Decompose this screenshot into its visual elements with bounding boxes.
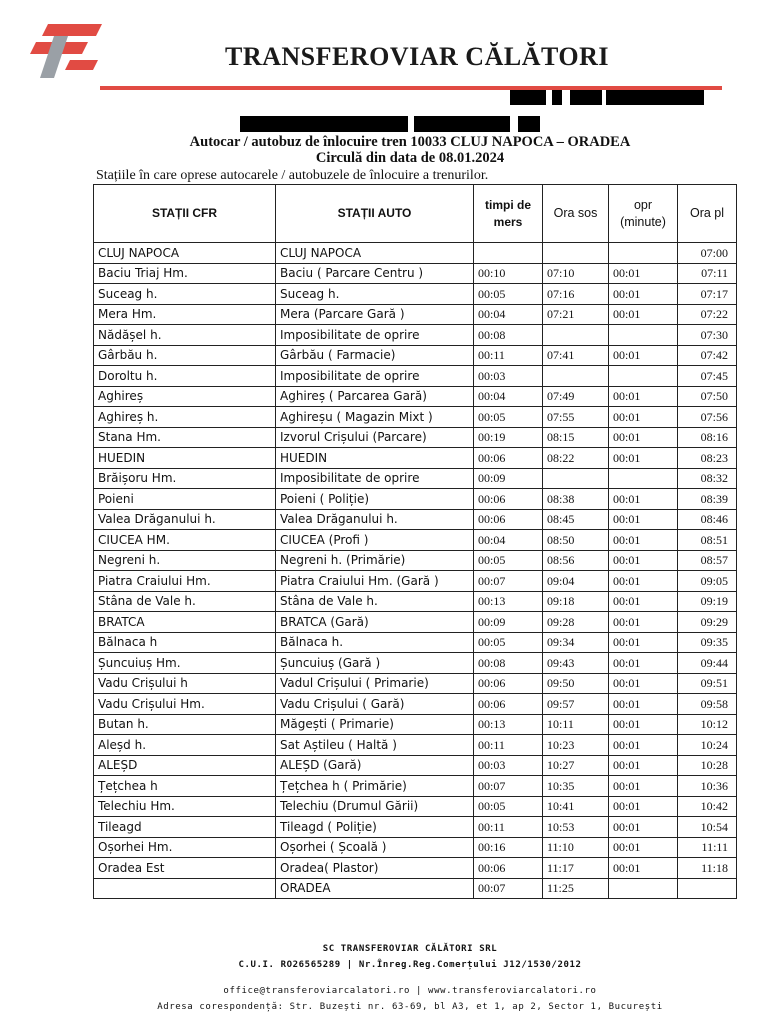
departure-time-cell: 10:54 <box>678 817 737 838</box>
table-row <box>94 489 737 510</box>
logo-shape-top <box>42 24 102 36</box>
cfr-station-cell: Telechiu Hm. <box>94 796 276 817</box>
arrival-time-cell <box>543 325 609 346</box>
departure-time-cell: 07:50 <box>678 386 737 407</box>
arrival-time-cell: 07:16 <box>543 284 609 305</box>
cfr-station-cell: Oșorhei Hm. <box>94 837 276 858</box>
travel-time-cell: 00:03 <box>474 366 543 387</box>
cfr-station-cell: Gârbău h. <box>94 345 276 366</box>
travel-time-cell: 00:07 <box>474 776 543 797</box>
table-row <box>94 509 737 530</box>
stop-minutes-cell: 00:01 <box>609 427 678 448</box>
bus-station-cell: Baciu ( Parcare Centru ) <box>276 263 474 284</box>
redaction-block <box>510 90 546 105</box>
departure-time-cell: 07:30 <box>678 325 737 346</box>
cfr-station-cell: Butan h. <box>94 714 276 735</box>
cfr-station-cell: CLUJ NAPOCA <box>94 243 276 264</box>
company-logo <box>26 20 106 82</box>
travel-time-cell: 00:04 <box>474 530 543 551</box>
bus-station-cell: BRATCA (Gară) <box>276 612 474 633</box>
travel-time-cell: 00:03 <box>474 755 543 776</box>
redaction-block <box>518 116 540 132</box>
table-row <box>94 345 737 366</box>
cfr-station-cell: Baciu Triaj Hm. <box>94 263 276 284</box>
cfr-station-cell: Tileagd <box>94 817 276 838</box>
departure-time-cell: 07:45 <box>678 366 737 387</box>
bus-station-cell: Gârbău ( Farmacie) <box>276 345 474 366</box>
departure-time-cell: 07:42 <box>678 345 737 366</box>
departure-time-cell: 10:36 <box>678 776 737 797</box>
bus-station-cell: CLUJ NAPOCA <box>276 243 474 264</box>
bus-station-cell: Izvorul Crișului (Parcare) <box>276 427 474 448</box>
cfr-station-cell: Țețchea h <box>94 776 276 797</box>
cfr-station-cell: Mera Hm. <box>94 304 276 325</box>
stop-minutes-cell: 00:01 <box>609 550 678 571</box>
travel-time-cell: 00:13 <box>474 591 543 612</box>
bus-station-cell: Aghireș ( Parcarea Gară) <box>276 386 474 407</box>
arrival-time-cell: 09:18 <box>543 591 609 612</box>
arrival-time-cell: 10:11 <box>543 714 609 735</box>
cfr-station-cell: Vadu Crișului Hm. <box>94 694 276 715</box>
table-row <box>94 325 737 346</box>
cfr-station-cell: Piatra Craiului Hm. <box>94 571 276 592</box>
departure-time-cell: 10:24 <box>678 735 737 756</box>
stop-minutes-cell: 00:01 <box>609 755 678 776</box>
travel-time-cell: 00:11 <box>474 735 543 756</box>
stop-minutes-cell: 00:01 <box>609 509 678 530</box>
table-row <box>94 448 737 469</box>
arrival-time-cell: 10:41 <box>543 796 609 817</box>
travel-time-cell: 00:05 <box>474 550 543 571</box>
stop-minutes-cell: 00:01 <box>609 263 678 284</box>
table-row <box>94 304 737 325</box>
redaction-block <box>606 90 704 105</box>
travel-time-cell: 00:11 <box>474 817 543 838</box>
arrival-time-cell: 08:15 <box>543 427 609 448</box>
table-row <box>94 591 737 612</box>
footer-contact: office@transferoviarcalatori.ro | www.transferoviarcalatori.ro <box>223 986 597 996</box>
stop-minutes-cell: 00:01 <box>609 714 678 735</box>
stop-minutes-cell: 00:01 <box>609 571 678 592</box>
travel-time-cell: 00:04 <box>474 304 543 325</box>
stop-minutes-cell: 00:01 <box>609 673 678 694</box>
table-row <box>94 735 737 756</box>
travel-time-cell: 00:19 <box>474 427 543 448</box>
travel-time-cell: 00:06 <box>474 448 543 469</box>
arrival-time-cell: 09:43 <box>543 653 609 674</box>
footer-registration: C.U.I. RO26565289 | Nr.Înreg.Reg.Comerțului J12/1530/2012 <box>238 960 582 970</box>
redaction-block <box>414 116 510 132</box>
bus-station-cell: Imposibilitate de oprire <box>276 366 474 387</box>
travel-time-cell: 00:05 <box>474 796 543 817</box>
travel-time-cell: 00:13 <box>474 714 543 735</box>
departure-time-cell: 08:51 <box>678 530 737 551</box>
document-note: Stațiile în care oprese autocarele / autobuzele de înlocuire a trenurilor. <box>96 168 489 183</box>
arrival-time-cell: 09:28 <box>543 612 609 633</box>
stop-minutes-cell: 00:01 <box>609 407 678 428</box>
travel-time-cell: 00:05 <box>474 284 543 305</box>
travel-time-cell: 00:09 <box>474 612 543 633</box>
departure-time-cell: 07:56 <box>678 407 737 428</box>
document-title: Autocar / autobuz de înlocuire tren 10033 CLUJ NAPOCA – ORADEA <box>189 134 631 150</box>
departure-time-cell: 08:16 <box>678 427 737 448</box>
bus-station-cell: Piatra Craiului Hm. (Gară ) <box>276 571 474 592</box>
travel-time-cell: 00:07 <box>474 878 543 899</box>
arrival-time-cell: 08:56 <box>543 550 609 571</box>
cfr-station-cell: Aleșd h. <box>94 735 276 756</box>
stop-minutes-cell: 00:01 <box>609 817 678 838</box>
stop-minutes-cell: 00:01 <box>609 304 678 325</box>
travel-time-cell: 00:05 <box>474 632 543 653</box>
bus-station-cell: Mera (Parcare Gară ) <box>276 304 474 325</box>
bus-station-cell: Aghireșu ( Magazin Mixt ) <box>276 407 474 428</box>
cfr-station-cell: Stâna de Vale h. <box>94 591 276 612</box>
bus-station-cell: Valea Drăganului h. <box>276 509 474 530</box>
stop-minutes-cell: 00:01 <box>609 632 678 653</box>
travel-time-cell: 00:09 <box>474 468 543 489</box>
stop-minutes-cell: 00:01 <box>609 284 678 305</box>
cfr-station-cell: Aghireș <box>94 386 276 407</box>
departure-time-cell: 10:28 <box>678 755 737 776</box>
stop-minutes-cell: 00:01 <box>609 735 678 756</box>
cfr-station-cell: Doroltu h. <box>94 366 276 387</box>
arrival-time-cell: 09:57 <box>543 694 609 715</box>
arrival-time-cell: 10:23 <box>543 735 609 756</box>
cfr-station-cell: Valea Drăganului h. <box>94 509 276 530</box>
redaction-block <box>552 90 562 105</box>
arrival-time-cell: 07:41 <box>543 345 609 366</box>
bus-station-cell: Negreni h. (Primărie) <box>276 550 474 571</box>
arrival-time-cell: 07:21 <box>543 304 609 325</box>
arrival-time-cell: 11:17 <box>543 858 609 879</box>
table-row <box>94 366 737 387</box>
stop-minutes-cell: 00:01 <box>609 796 678 817</box>
column-header-arrival: Ora sos <box>543 185 609 243</box>
document-subtitle: Circulă din data de 08.01.2024 <box>315 150 505 166</box>
stop-minutes-cell: 00:01 <box>609 776 678 797</box>
departure-time-cell: 10:42 <box>678 796 737 817</box>
table-row <box>94 632 737 653</box>
arrival-time-cell: 07:49 <box>543 386 609 407</box>
departure-time-cell: 09:58 <box>678 694 737 715</box>
stop-minutes-cell: 00:01 <box>609 448 678 469</box>
arrival-time-cell: 09:04 <box>543 571 609 592</box>
departure-time-cell <box>678 878 737 899</box>
departure-time-cell: 08:46 <box>678 509 737 530</box>
column-header-travel-time: timpi de mers <box>474 185 543 243</box>
departure-time-cell: 09:51 <box>678 673 737 694</box>
column-header-cfr-station: STAȚII CFR <box>94 185 276 243</box>
departure-time-cell: 09:29 <box>678 612 737 633</box>
table-row <box>94 755 737 776</box>
cfr-station-cell: CIUCEA HM. <box>94 530 276 551</box>
stop-minutes-cell: 00:01 <box>609 591 678 612</box>
arrival-time-cell <box>543 468 609 489</box>
arrival-time-cell: 08:45 <box>543 509 609 530</box>
footer-company: SC TRANSFEROVIAR CĂLĂTORI SRL <box>322 944 498 954</box>
stop-minutes-cell <box>609 243 678 264</box>
table-row <box>94 468 737 489</box>
bus-station-cell: Stâna de Vale h. <box>276 591 474 612</box>
arrival-time-cell: 08:38 <box>543 489 609 510</box>
stop-minutes-cell: 00:01 <box>609 612 678 633</box>
arrival-time-cell: 10:53 <box>543 817 609 838</box>
footer-address: Adresa corespondență: Str. Buzești nr. 63-69, bl A3, et 1, ap 2, Sector 1, București <box>157 1002 663 1012</box>
table-row <box>94 653 737 674</box>
arrival-time-cell <box>543 243 609 264</box>
cfr-station-cell: ALEȘD <box>94 755 276 776</box>
departure-time-cell: 08:23 <box>678 448 737 469</box>
table-row <box>94 427 737 448</box>
bus-station-cell: Oradea( Plastor) <box>276 858 474 879</box>
cfr-station-cell: Oradea Est <box>94 858 276 879</box>
departure-time-cell: 11:11 <box>678 837 737 858</box>
stop-minutes-cell: 00:01 <box>609 653 678 674</box>
travel-time-cell: 00:06 <box>474 489 543 510</box>
arrival-time-cell: 09:50 <box>543 673 609 694</box>
stop-minutes-cell: 00:01 <box>609 858 678 879</box>
cfr-station-cell: Brăișoru Hm. <box>94 468 276 489</box>
bus-station-cell: CIUCEA (Profi ) <box>276 530 474 551</box>
stop-minutes-cell: 00:01 <box>609 489 678 510</box>
table-row <box>94 714 737 735</box>
bus-station-cell: Imposibilitate de oprire <box>276 325 474 346</box>
table-row <box>94 407 737 428</box>
table-row <box>94 776 737 797</box>
table-header-row <box>94 185 737 243</box>
departure-time-cell: 07:11 <box>678 263 737 284</box>
stop-minutes-cell: 00:01 <box>609 386 678 407</box>
bus-station-cell: Imposibilitate de oprire <box>276 468 474 489</box>
bus-station-cell: Oșorhei ( Școală ) <box>276 837 474 858</box>
table-row <box>94 612 737 633</box>
stop-minutes-cell <box>609 366 678 387</box>
arrival-time-cell: 09:34 <box>543 632 609 653</box>
stop-minutes-cell <box>609 325 678 346</box>
arrival-time-cell: 10:27 <box>543 755 609 776</box>
departure-time-cell: 09:35 <box>678 632 737 653</box>
table-row <box>94 796 737 817</box>
arrival-time-cell: 07:55 <box>543 407 609 428</box>
travel-time-cell: 00:05 <box>474 407 543 428</box>
arrival-time-cell: 11:25 <box>543 878 609 899</box>
bus-station-cell: Vadul Crișului ( Primarie) <box>276 673 474 694</box>
arrival-time-cell: 10:35 <box>543 776 609 797</box>
redaction-block <box>570 90 602 105</box>
logo-shape-bottom <box>65 60 98 70</box>
column-header-stop-minutes: opr (minute) <box>609 185 678 243</box>
travel-time-cell: 00:06 <box>474 858 543 879</box>
arrival-time-cell <box>543 366 609 387</box>
bus-station-cell: Vadu Crișului ( Gară) <box>276 694 474 715</box>
bus-station-cell: Șuncuiuș (Gară ) <box>276 653 474 674</box>
travel-time-cell: 00:06 <box>474 509 543 530</box>
bus-station-cell: Suceag h. <box>276 284 474 305</box>
company-title: TRANSFEROVIAR CĂLĂTORI <box>225 42 609 71</box>
table-row <box>94 386 737 407</box>
table-row <box>94 263 737 284</box>
travel-time-cell: 00:07 <box>474 571 543 592</box>
bus-station-cell: Poieni ( Poliție) <box>276 489 474 510</box>
redaction-block <box>240 116 408 132</box>
travel-time-cell: 00:08 <box>474 653 543 674</box>
cfr-station-cell: Șuncuiuș Hm. <box>94 653 276 674</box>
travel-time-cell: 00:10 <box>474 263 543 284</box>
cfr-station-cell: Aghireș h. <box>94 407 276 428</box>
table-row <box>94 550 737 571</box>
departure-time-cell: 07:22 <box>678 304 737 325</box>
cfr-station-cell: Vadu Crișului h <box>94 673 276 694</box>
table-row <box>94 858 737 879</box>
cfr-station-cell: Suceag h. <box>94 284 276 305</box>
bus-station-cell: ORADEA <box>276 878 474 899</box>
table-body <box>94 243 737 899</box>
arrival-time-cell: 11:10 <box>543 837 609 858</box>
departure-time-cell: 09:44 <box>678 653 737 674</box>
cfr-station-cell: Bălnaca h <box>94 632 276 653</box>
stop-minutes-cell <box>609 878 678 899</box>
table-row <box>94 878 737 899</box>
departure-time-cell: 11:18 <box>678 858 737 879</box>
arrival-time-cell: 08:50 <box>543 530 609 551</box>
cfr-station-cell: Negreni h. <box>94 550 276 571</box>
table-row <box>94 694 737 715</box>
cfr-station-cell <box>94 878 276 899</box>
column-header-departure: Ora pl <box>678 185 737 243</box>
departure-time-cell: 10:12 <box>678 714 737 735</box>
travel-time-cell <box>474 243 543 264</box>
table-row <box>94 571 737 592</box>
departure-time-cell: 07:17 <box>678 284 737 305</box>
bus-station-cell: Sat Aștileu ( Haltă ) <box>276 735 474 756</box>
bus-station-cell: Țețchea h ( Primărie) <box>276 776 474 797</box>
cfr-station-cell: Nădășel h. <box>94 325 276 346</box>
bus-station-cell: Telechiu (Drumul Gării) <box>276 796 474 817</box>
table-row <box>94 530 737 551</box>
cfr-station-cell: BRATCA <box>94 612 276 633</box>
departure-time-cell: 08:57 <box>678 550 737 571</box>
bus-station-cell: Tileagd ( Poliție) <box>276 817 474 838</box>
cfr-station-cell: Stana Hm. <box>94 427 276 448</box>
column-header-bus-station: STAȚII AUTO <box>276 185 474 243</box>
table-row <box>94 817 737 838</box>
table-row <box>94 243 737 264</box>
cfr-station-cell: HUEDIN <box>94 448 276 469</box>
table-row <box>94 284 737 305</box>
stop-minutes-cell: 00:01 <box>609 345 678 366</box>
departure-time-cell: 08:32 <box>678 468 737 489</box>
travel-time-cell: 00:11 <box>474 345 543 366</box>
stop-minutes-cell <box>609 468 678 489</box>
stop-minutes-cell: 00:01 <box>609 694 678 715</box>
travel-time-cell: 00:08 <box>474 325 543 346</box>
bus-station-cell: Bălnaca h. <box>276 632 474 653</box>
table-row <box>94 837 737 858</box>
stop-minutes-cell: 00:01 <box>609 837 678 858</box>
bus-station-cell: HUEDIN <box>276 448 474 469</box>
departure-time-cell: 09:05 <box>678 571 737 592</box>
travel-time-cell: 00:06 <box>474 694 543 715</box>
bus-station-cell: ALEȘD (Gară) <box>276 755 474 776</box>
arrival-time-cell: 08:22 <box>543 448 609 469</box>
bus-station-cell: Măgești ( Primarie) <box>276 714 474 735</box>
cfr-station-cell: Poieni <box>94 489 276 510</box>
table-row <box>94 673 737 694</box>
travel-time-cell: 00:06 <box>474 673 543 694</box>
departure-time-cell: 07:00 <box>678 243 737 264</box>
schedule-table <box>93 184 737 899</box>
travel-time-cell: 00:04 <box>474 386 543 407</box>
travel-time-cell: 00:16 <box>474 837 543 858</box>
departure-time-cell: 08:39 <box>678 489 737 510</box>
arrival-time-cell: 07:10 <box>543 263 609 284</box>
departure-time-cell: 09:19 <box>678 591 737 612</box>
stop-minutes-cell: 00:01 <box>609 530 678 551</box>
